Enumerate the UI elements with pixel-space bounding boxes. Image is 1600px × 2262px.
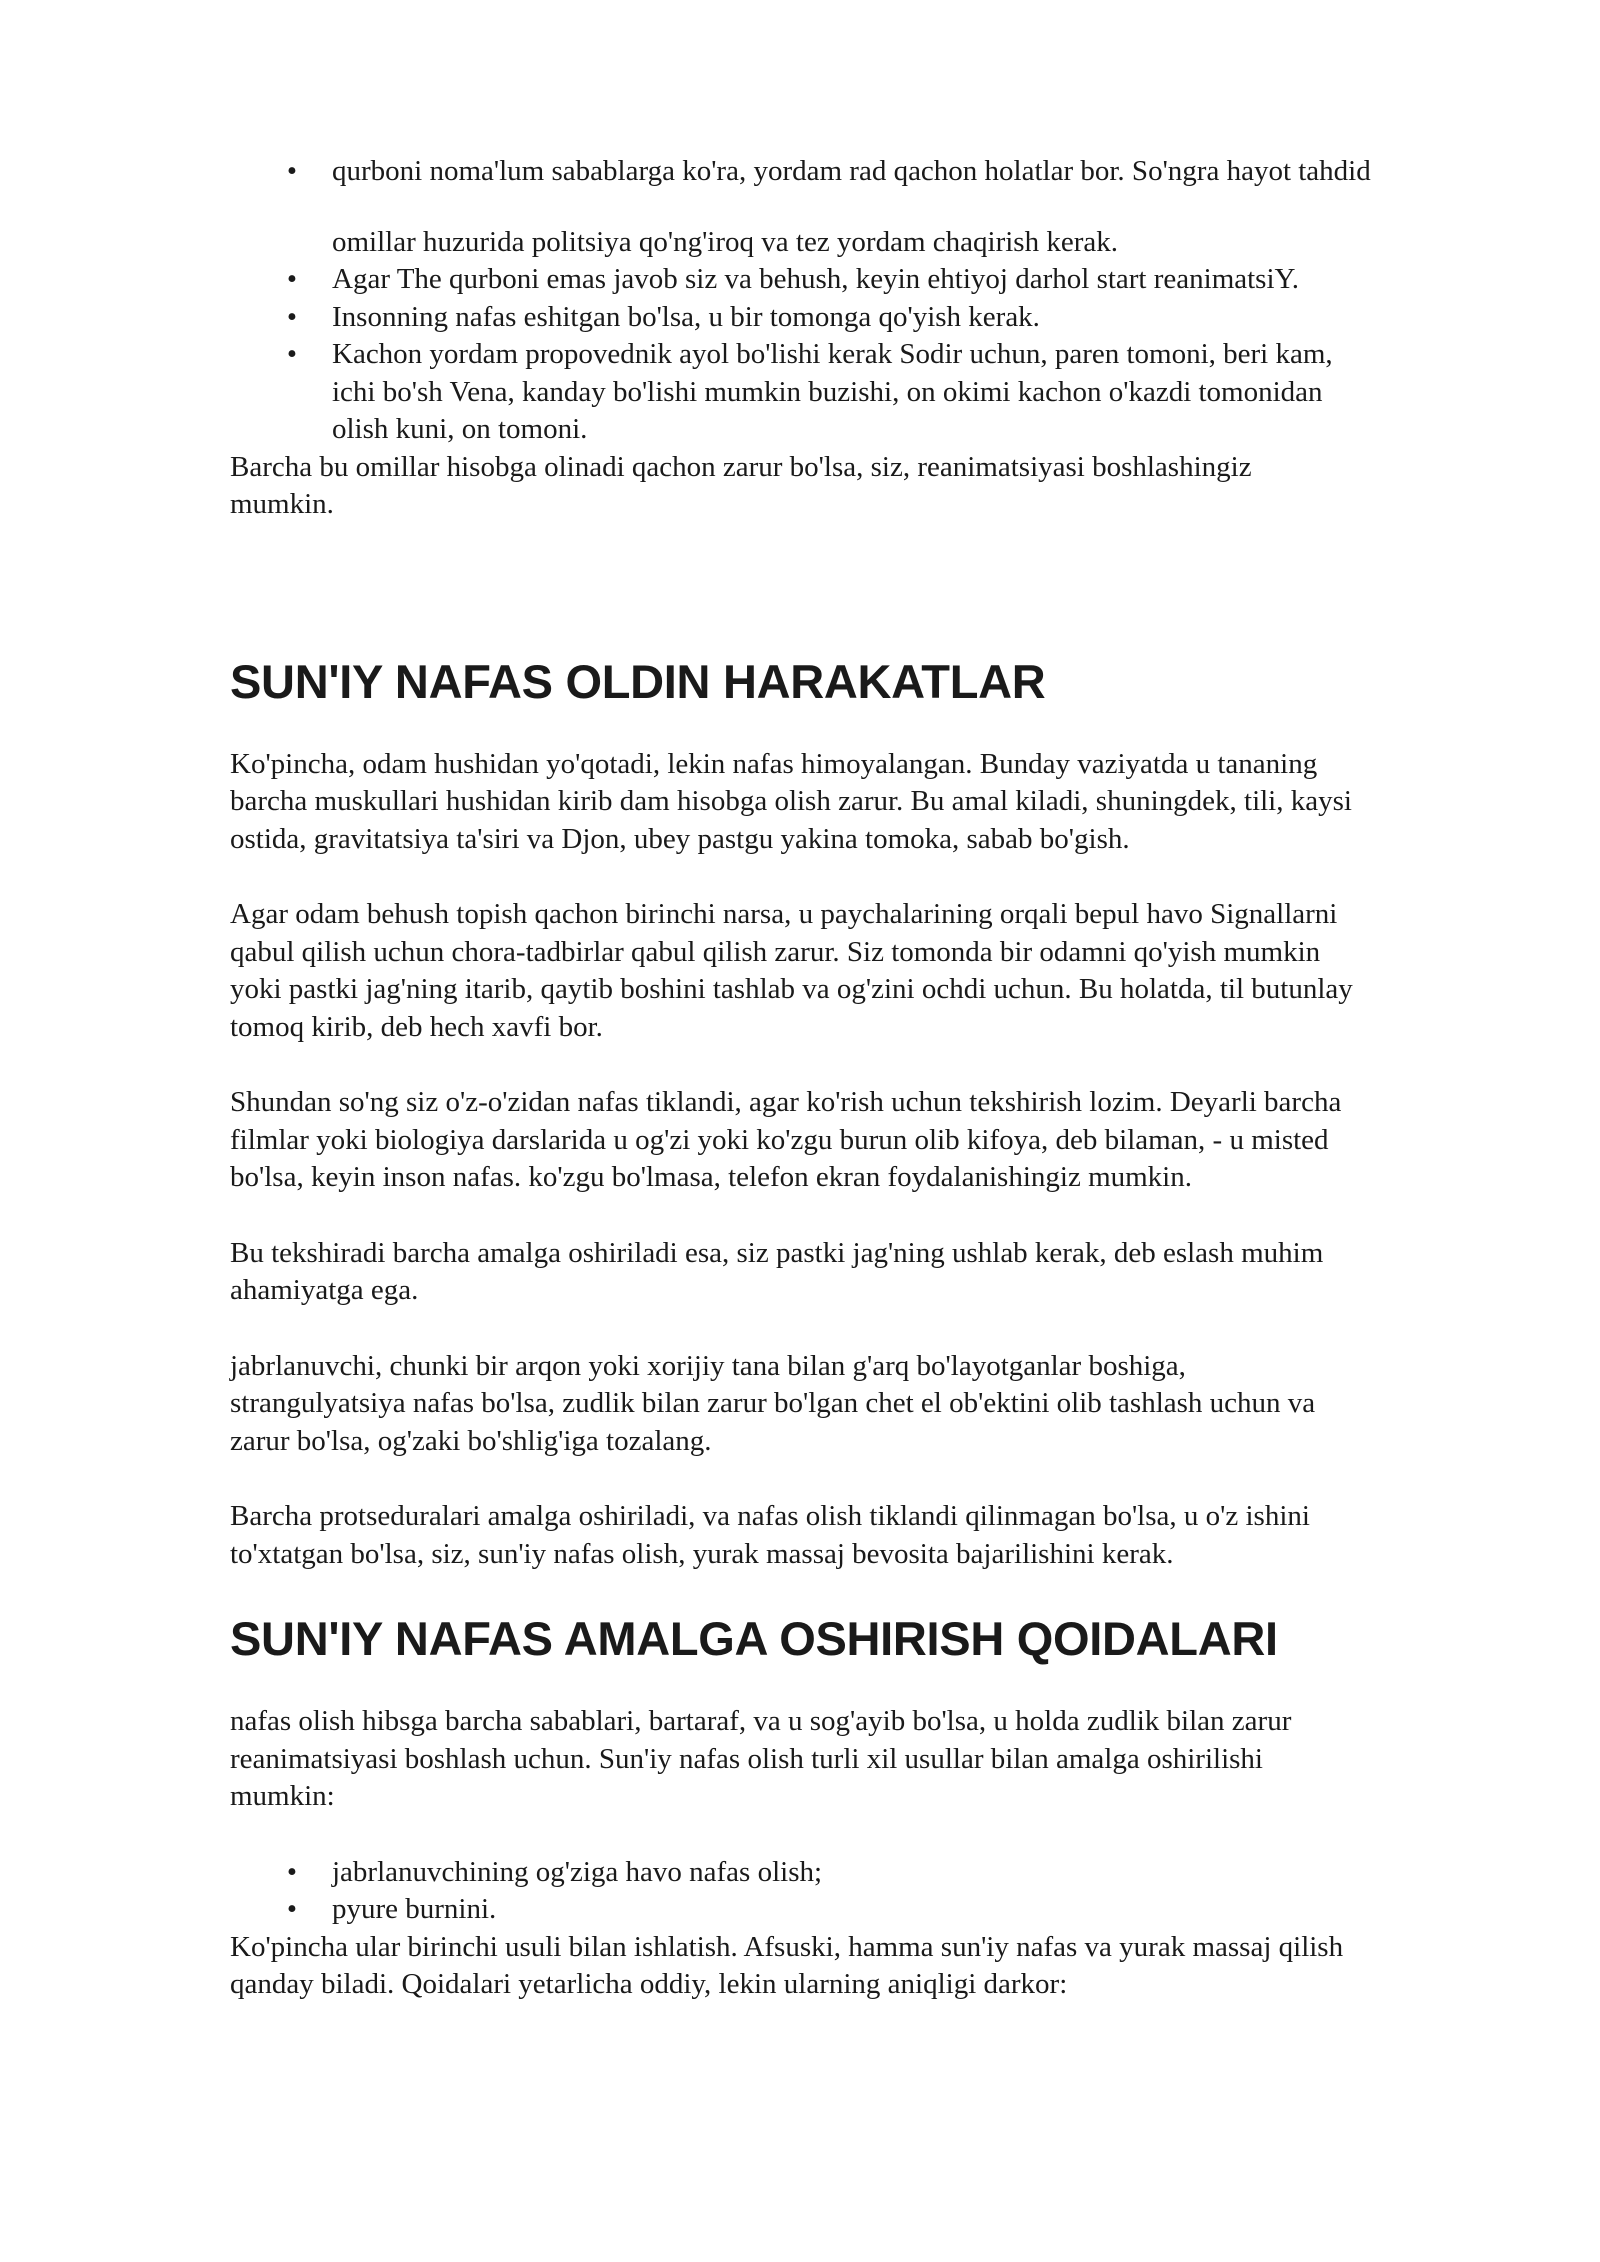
paragraph-line: to'xtatgan bo'lsa, siz, sun'iy nafas olish, yurak massaj bevosita bajarilishini kerak. (230, 1537, 1174, 1570)
paragraph-line: Ko'pincha, odam hushidan yo'qotadi, lekin nafas himoyalangan. Bunday vaziyatda u tananing (230, 747, 1318, 780)
paragraph-line: Ko'pincha ular birinchi usuli bilan ishlatish. Afsuski, hamma sun'iy nafas va yurak massaj qilish (230, 1930, 1344, 1963)
list-item (230, 153, 1530, 261)
paragraph (230, 1929, 1530, 2004)
bullet-icon: • (286, 155, 298, 187)
paragraph-line: mumkin: (230, 1780, 335, 1812)
paragraph-line: qabul qilish uchun chora-tadbirlar qabul qilish zarur. Siz tomonda bir odamni qo'yish mumkin (230, 935, 1321, 968)
list-item-line: Insonning nafas eshitgan bo'lsa, u bir tomonga qo'yish kerak. (332, 300, 1040, 333)
paragraph (230, 1703, 1530, 1816)
paragraph-line: zarur bo'lsa, og'zaki bo'shlig'iga tozalang. (230, 1424, 712, 1457)
paragraph (230, 1084, 1530, 1197)
paragraph-line: ostida, gravitatsiya ta'siri va Djon, ubey pastgu yakina tomoka, sabab bo'gish. (230, 822, 1130, 855)
paragraph-line: Barcha bu omillar hisobga olinadi qachon zarur bo'lsa, siz, reanimatsiyasi boshlashingiz (230, 450, 1252, 483)
list-item-line: Agar The qurboni emas javob siz va behush, keyin ehtiyoj darhol start reanimatsiY. (332, 263, 1299, 295)
paragraph-line: reanimatsiyasi boshlash uchun. Sun'iy nafas olish turli xil usullar bilan amalga oshirilishi (230, 1742, 1263, 1775)
bullet-icon: • (286, 1855, 298, 1888)
paragraph-line: Agar odam behush topish qachon birinchi narsa, u paychalarining orqali bepul havo Signallarni (230, 898, 1338, 930)
section-heading-before-actions: SUN'IY NAFAS OLDIN HARAKATLAR (230, 654, 1046, 708)
bullet-icon: • (286, 300, 298, 333)
paragraph-line: Bu tekshiradi barcha amalga oshiriladi esa, siz pastki jag'ning ushlab kerak, deb eslash muhim (230, 1236, 1324, 1269)
paragraph-line: bo'lsa, keyin inson nafas. ko'zgu bo'lmasa, telefon ekran foydalanishingiz mumkin. (230, 1161, 1192, 1193)
section-heading-rules: SUN'IY NAFAS AMALGA OSHIRISH QOIDALARI (230, 1612, 1278, 1665)
paragraph-line: jabrlanuvchi, chunki bir arqon yoki xorijiy tana bilan g'arq bo'layotganlar boshiga, (230, 1349, 1186, 1382)
paragraph-line: barcha muskullari hushidan kirib dam hisobga olish zarur. Bu amal kiladi, shuningdek, tili, kaysi (230, 785, 1352, 817)
bullet-icon: • (286, 263, 298, 295)
list-item (230, 261, 1530, 299)
paragraph-line: mumkin. (230, 488, 334, 520)
list-item (230, 299, 1530, 337)
paragraph-line: tomoq kirib, deb hech xavfi bor. (230, 1010, 603, 1043)
bullet-list-methods (230, 1854, 1530, 1929)
paragraph (230, 1235, 1530, 1310)
paragraph-line: ahamiyatga ega. (230, 1274, 419, 1306)
list-item-line: pyure burnini. (332, 1893, 497, 1925)
paragraph-line: filmlar yoki biologiya darslarida u og'zi yoki ko'zgu burun olib kifoya, deb bilaman, - u misted (230, 1123, 1329, 1156)
paragraph (230, 1348, 1530, 1461)
bullet-icon: • (286, 338, 298, 370)
list-item-line: omillar huzurida politsiya qo'ng'iroq va tez yordam chaqirish kerak. (332, 225, 1118, 258)
paragraph (230, 449, 1530, 524)
paragraph-line: nafas olish hibsga barcha sabablari, bartaraf, va u sog'ayib bo'lsa, u holda zudlik bilan zarur (230, 1705, 1292, 1737)
bullet-icon: • (286, 1893, 298, 1925)
list-item (230, 1891, 1530, 1929)
paragraph-line: qanday biladi. Qoidalari yetarlicha oddiy, lekin ularning aniqligi darkor: (230, 1968, 1068, 2000)
list-item-line: ichi bo'sh Vena, kanday bo'lishi mumkin buzishi, on okimi kachon o'kazdi tomonidan (332, 375, 1323, 408)
paragraph (230, 1498, 1530, 1573)
list-item-line: olish kuni, on tomoni. (332, 413, 588, 445)
document-content (230, 153, 1530, 2004)
paragraph-line: Barcha protseduralari amalga oshiriladi, va nafas olish tiklandi qilinmagan bo'lsa, u o'z ishini (230, 1500, 1310, 1532)
paragraph (230, 896, 1530, 1046)
list-item (230, 1854, 1530, 1892)
list-item-line: Kachon yordam propovednik ayol bo'lishi kerak Sodir uchun, paren tomoni, beri kam, (332, 338, 1333, 370)
list-item-line: qurboni noma'lum sabablarga ko'ra, yordam rad qachon holatlar bor. So'ngra hayot tahdid (332, 155, 1371, 187)
list-item-line: jabrlanuvchining og'ziga havo nafas olish; (332, 1855, 823, 1888)
bullet-list-conditions (230, 153, 1530, 449)
paragraph-line: Shundan so'ng siz o'z-o'zidan nafas tiklandi, agar ko'rish uchun tekshirish lozim. Deyarli barcha (230, 1086, 1342, 1118)
paragraph-line: yoki pastki jag'ning itarib, qaytib boshini tashlab va og'zini ochdi uchun. Bu holatda, til butunlay (230, 973, 1353, 1005)
paragraph (230, 746, 1530, 859)
paragraph-line: strangulyatsiya nafas bo'lsa, zudlik bilan zarur bo'lgan chet el ob'ektini olib tashlash uchun va (230, 1387, 1316, 1419)
list-item (230, 336, 1530, 449)
